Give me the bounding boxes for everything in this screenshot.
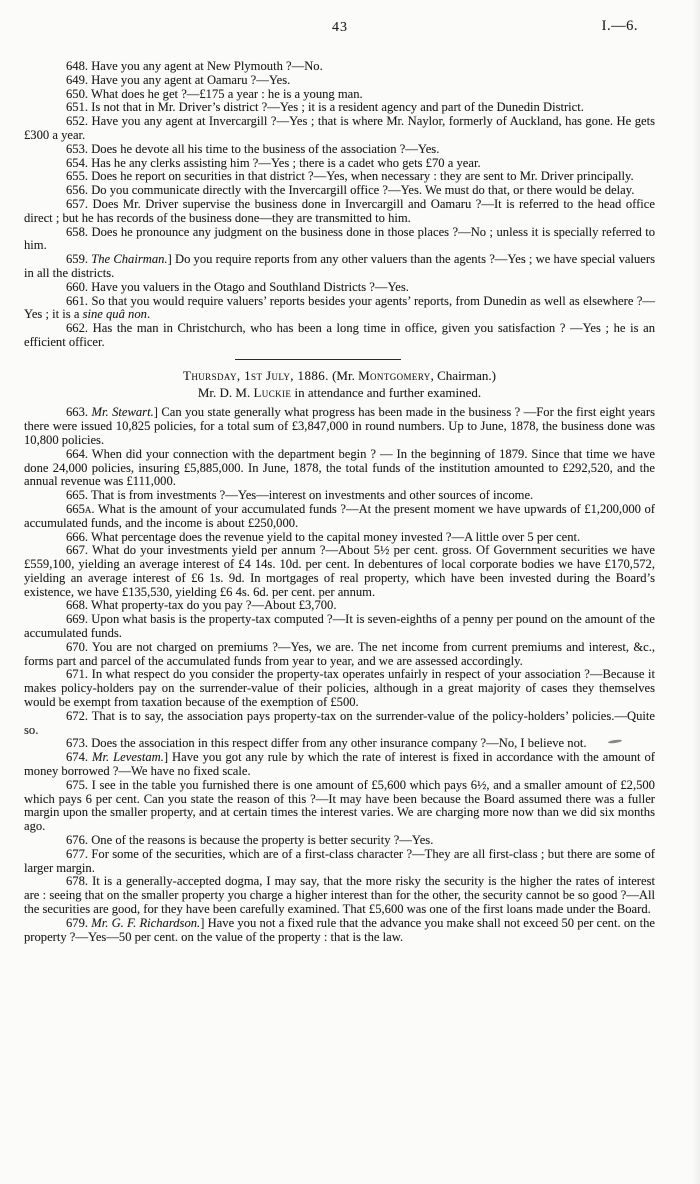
question-number: 673. xyxy=(66,736,89,751)
qa-paragraph: 668. What property-tax do you pay ?—About £3,700. xyxy=(66,598,337,613)
paper-reference: I.—6. xyxy=(601,18,638,34)
small-caps-text: Montgomery xyxy=(358,367,431,383)
question-number: 668. xyxy=(66,598,89,613)
heading-text: in attendance and further examined. xyxy=(291,384,482,400)
question-number: 665. xyxy=(66,488,89,503)
qa-paragraph: 656. Do you communicate directly with the Invercargill office ?—Yes. We must do that, or there would be delay. xyxy=(66,183,635,198)
question-number: 672. xyxy=(66,708,89,723)
session-heading-attendance xyxy=(24,386,655,400)
qa-paragraph: 657. Does Mr. Driver supervise the business done in Invercargill and Oamaru ?—It is referred to the head office direct ; but he has records of the business done—they are transmitted to him. xyxy=(24,196,655,225)
qa-paragraph: 660. Have you valuers in the Otago and Southland Districts ?—Yes. xyxy=(66,279,409,294)
question-number: 678. xyxy=(66,874,89,889)
question-number: 662. xyxy=(66,321,89,336)
qa-paragraph: 671. In what respect do you consider the property-tax operates unfairly in respect of your association ?—Because it makes policy-holders pay on the surrender-value of their policies, although in a great majority of cases they themselves would be exempt from taxation because of the exemption of £500. xyxy=(24,667,656,710)
question-number: 654. xyxy=(66,155,89,170)
page-body xyxy=(0,42,700,944)
question-number: 648. xyxy=(66,59,89,73)
italic-text: sine quâ non xyxy=(82,307,147,322)
qa-paragraph: 649. Have you any agent at Oamaru ?—Yes. xyxy=(66,72,291,87)
qa-paragraph: 659. The Chairman.] Do you require reports from any other valuers than the agents ?—Yes ; we have special valuers in all the districts. xyxy=(24,252,655,280)
qa-paragraph: 674. Mr. Levestam.] Have you got any rule by which the rate of interest is fixed in accordance with the amount of money borrowed ?—We have no fixed scale. xyxy=(24,750,655,779)
heading-text: Mr. D. M. xyxy=(197,384,254,400)
qa-paragraph: 670. You are not charged on premiums ?—Yes, we are. The net income from current premiums and interest, &c., forms part and parcel of the accumulated funds from year to year, and we are assessed accordingly. xyxy=(24,639,656,668)
question-number: 671. xyxy=(66,667,89,682)
question-number: 663. xyxy=(66,405,89,420)
question-number: 670. xyxy=(66,639,89,654)
italic-text: Mr. G. F. Richardson. xyxy=(91,915,201,930)
question-number: 651. xyxy=(66,100,89,115)
qa-paragraph: 672. That is to say, the association pays property-tax on the surrender-value of the policy-holders’ policies.—Quite so. xyxy=(24,708,655,737)
italic-text: Mr. Stewart. xyxy=(91,405,154,420)
question-number: 660. xyxy=(66,279,89,294)
question-number: 655. xyxy=(66,169,89,184)
question-number: 649. xyxy=(66,72,89,87)
qa-paragraph: 661. So that you would require valuers’ reports besides your agents’ reports, from Dunedin as well as elsewhere ?—Yes ; it is a sine quâ non. xyxy=(24,293,656,322)
qa-paragraph: 669. Upon what basis is the property-tax computed ?—It is seven-eighths of a penny per pound on the amount of the accumulated funds. xyxy=(24,612,655,641)
qa-paragraph: 655. Does he report on securities in that district ?—Yes, when necessary : they are sent to Mr. Driver principally. xyxy=(66,169,634,184)
question-number: 652. xyxy=(66,114,89,129)
question-number: 665a. xyxy=(66,501,95,516)
question-number: 679. xyxy=(66,915,89,930)
qa-paragraph: 664. When did your connection with the department begin ? — In the beginning of 1879. Since that time we have done 24,000 policies, insuring £5,885,000. In June, 1878, the total funds of the institution amounted to £292,520, and the annual revenue was £111,000. xyxy=(24,446,656,489)
qa-section-previous-day xyxy=(24,60,655,350)
qa-paragraph: 673. Does the association in this respect differ from any other insurance company ?—No, I believe not. xyxy=(66,736,587,751)
question-number: 664. xyxy=(66,446,89,461)
qa-section-current-day xyxy=(24,406,655,944)
heading-text: , Chairman.) xyxy=(430,367,496,383)
question-number: 650. xyxy=(66,86,89,101)
question-number: 669. xyxy=(66,612,89,627)
qa-paragraph: 665a. What is the amount of your accumulated funds ?—At the present moment we have upwards of £1,200,000 of accumulated funds, and the income is about £250,000. xyxy=(24,501,656,530)
small-caps-text: Thursday, 1st July, 1886. xyxy=(183,367,329,383)
qa-paragraph: 678. It is a generally-accepted dogma, I may say, that the more risky the security is the higher the rates of interest are : seeing that on the smaller property you charge a higher interest than for the other, the security cannot be so good ?—All the securities are good, for they have been carefully examined. That £5,600 was one of the first loans made under the Board. xyxy=(24,874,655,917)
qa-paragraph: 676. One of the reasons is because the property is better security ?—Yes. xyxy=(66,833,434,848)
question-number: 658. xyxy=(66,224,89,239)
qa-paragraph: 654. Has he any clerks assisting him ?—Yes ; there is a cadet who gets £70 a year. xyxy=(66,155,481,170)
question-number: 656. xyxy=(66,183,89,198)
qa-paragraph: 679. Mr. G. F. Richardson.] Have you not a fixed rule that the advance you make shall not exceed 50 per cent. on the property ?—Yes—50 per cent. on the value of the property : that is the law. xyxy=(24,915,655,944)
question-number: 666. xyxy=(66,529,89,544)
session-heading-date xyxy=(24,369,655,383)
qa-paragraph: 652. Have you any agent at Invercargill ?—Yes ; that is where Mr. Naylor, formerly of Auckland, has gone. He gets £300 a year. xyxy=(24,114,655,142)
qa-paragraph: 675. I see in the table you furnished there is one amount of £5,600 which pays 6½, and a smaller amount of £2,500 which pays 6 per cent. Can you state the reason of this ?—It may have been because the Board assumed there was a fuller margin upon the smaller property, and at certain times the interest varies. We are charging more now than we did six months ago. xyxy=(24,777,655,834)
qa-paragraph: 651. Is not that in Mr. Driver’s district ?—Yes ; it is a resident agency and part of the Dunedin District. xyxy=(66,100,584,115)
question-number: 661. xyxy=(66,293,89,308)
qa-paragraph: 650. What does he get ?—£175 a year : he is a young man. xyxy=(66,86,363,101)
question-number: 667. xyxy=(66,543,89,558)
question-number: 676. xyxy=(66,833,89,848)
qa-paragraph: 667. What do your investments yield per annum ?—About 5½ per cent. gross. Of Government securities we have £559,100, yielding an average interest of £4 14s. 10d. per cent. In debentures of local corporate bodies we have £170,572, yielding an average interest of £6 1s. 9d. In mortgages of real property, which have been invested during the Board’s existence, we have £135,530, yielding £6 4s. 6d. per cent. per annum. xyxy=(24,543,656,599)
qa-paragraph: 658. Does he pronounce any judgment on the business done in those places ?—No ; unless it is specially referred to him. xyxy=(24,224,655,253)
running-head xyxy=(0,0,700,42)
question-number: 659. xyxy=(66,252,89,267)
question-number: 653. xyxy=(66,141,89,156)
qa-paragraph: 677. For some of the securities, which are of a first-class character ?—They are all first-class ; but there are some of larger margin. xyxy=(24,846,655,875)
question-number: 675. xyxy=(66,777,89,792)
italic-text: Mr. Levestam. xyxy=(92,750,164,765)
italic-text: The Chairman. xyxy=(91,252,168,267)
heading-text: (Mr. xyxy=(328,367,359,383)
question-number: 674. xyxy=(66,750,89,765)
qa-paragraph: 663. Mr. Stewart.] Can you state generally what progress has been made in the business ? —For the first eight years there were issued 10,825 policies, for a total sum of £3,847,000 in round numbers. Up to June, 1878, the business done was 10,800 policies. xyxy=(24,405,655,447)
small-caps-text: Luckie xyxy=(253,384,292,400)
page-number: 43 xyxy=(332,20,348,35)
question-number: 657. xyxy=(66,196,89,211)
qa-paragraph: 665. That is from investments ?—Yes—interest on investments and other sources of income. xyxy=(66,488,534,503)
qa-paragraph: 653. Does he devote all his time to the business of the association ?—Yes. xyxy=(66,141,440,156)
qa-paragraph: 662. Has the man in Christchurch, who has been a long time in office, given you satisfaction ? —Yes ; he is an efficient officer. xyxy=(24,321,655,349)
session-divider-rule xyxy=(235,359,401,360)
qa-paragraph: 648. Have you any agent at New Plymouth ?—No. xyxy=(66,59,323,73)
question-number: 677. xyxy=(66,846,89,861)
qa-paragraph: 666. What percentage does the revenue yield to the capital money invested ?—A little over 5 per cent. xyxy=(66,529,581,544)
